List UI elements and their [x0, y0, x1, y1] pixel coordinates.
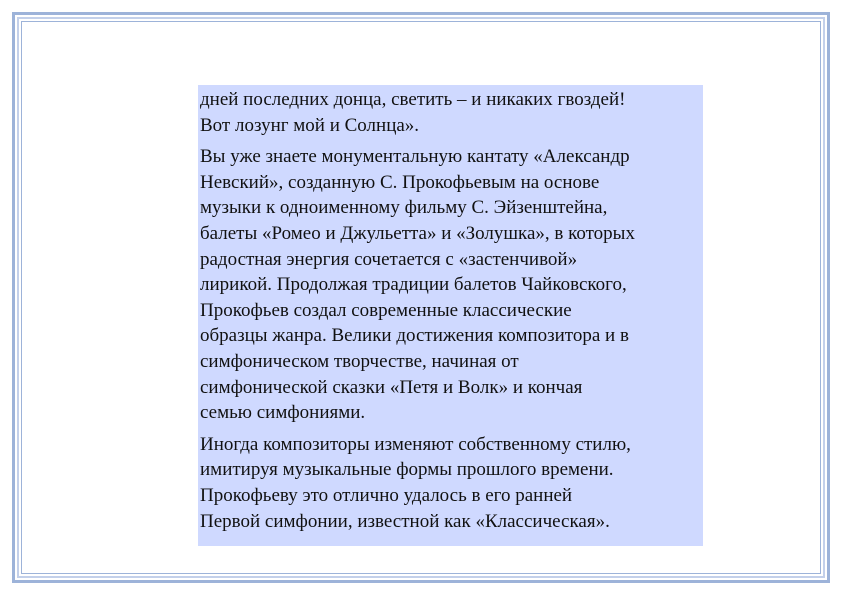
paragraph-prokofiev-works: Вы уже знаете монументальную кантату «Александр Невский», созданную С. Прокофьевым на основе музыки к одноименному фильму С. Эйзенштейна, балеты «Ромео и Джульетта» и «Золушка», в которых радостная энергия сочетается с «застенчивой» лирикой. Продолжая традиции балетов Чайковского, Прокофьев создал современные классические образцы жанра. Велики достижения композитора и в симфоническом творчестве, начиная от симфонической сказки «Петя и Волк» и кончая семью симфониями. — [200, 146, 635, 424]
paragraph-classical-symphony: Иногда композиторы изменяют собственному стилю, имитируя музыкальные формы прошлого времени. Прокофьеву это отлично удалось в его ранней Первой симфонии, известной как «Классическая». — [200, 433, 631, 532]
text-block — [198, 85, 703, 546]
paragraph-quote-ending: дней последних донца, светить – и никаких гвоздей! Вот лозунг мой и Солнца». — [200, 89, 626, 136]
